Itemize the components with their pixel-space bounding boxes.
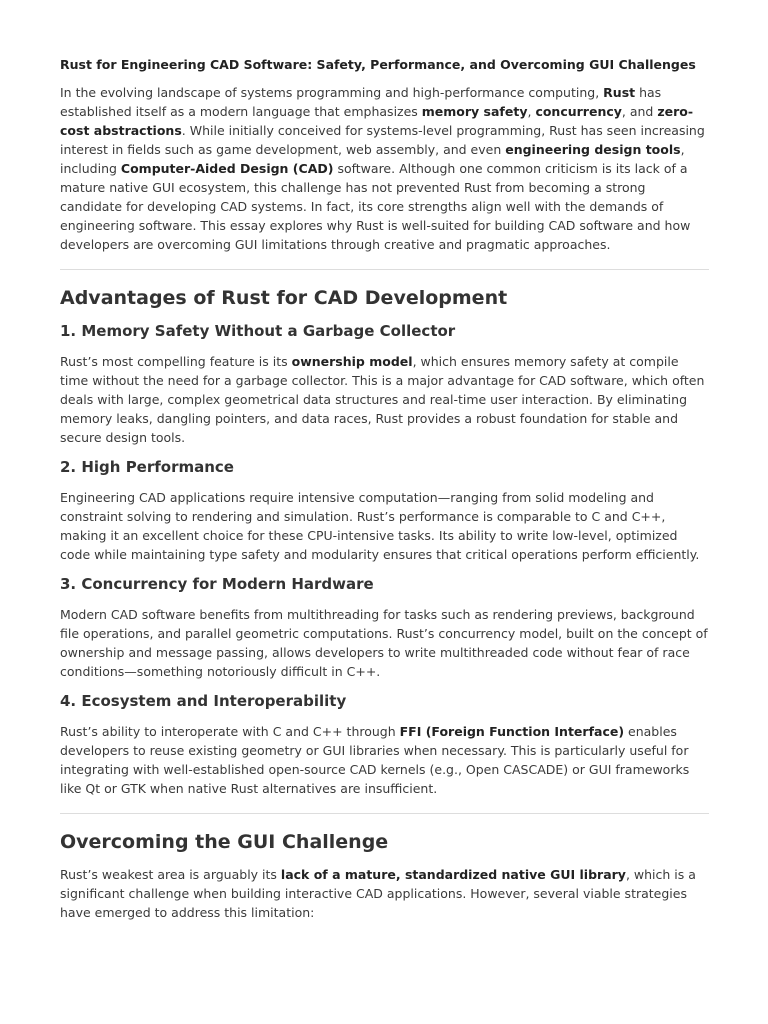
intro-text: software. Although one common criticism is its lack of a mature native GUI ecosystem, this challenge has not prevented Rust from becoming a strong candidate for developing CAD systems. In fact, its core strengths align well with the demands of engineering software. This essay explores why Rust is well-suited for building CAD software and how developers are overcoming GUI limitations through creative and pragmatic approaches. xyxy=(60,161,691,252)
paragraph-text: , which is a significant challenge when building interactive CAD applications. However, several viable strategies have emerged to address this limitation: xyxy=(60,867,696,920)
document-title: Rust for Engineering CAD Software: Safety, Performance, and Overcoming GUI Challenges xyxy=(60,57,696,72)
paragraph-text: Rust’s ability to interoperate with C and C++ through xyxy=(60,724,400,739)
intro-bold-memory-safety: memory safety xyxy=(421,104,528,119)
subsection-heading-memory-safety: 1. Memory Safety Without a Garbage Collector xyxy=(60,322,456,340)
intro-bold-concurrency: concurrency xyxy=(535,104,622,119)
intro-text: . While initially conceived for systems-level programming, Rust has seen increasing interest in fields such as game development, web assembly, and even xyxy=(60,123,705,157)
intro-bold-cad: Computer-Aided Design (CAD) xyxy=(120,161,334,176)
paragraph-memory-safety xyxy=(60,352,709,447)
paragraph-performance: Engineering CAD applications require intensive computation—ranging from solid modeling and constraint solving to rendering and simulation. Rust’s performance is comparable to C and C++, making it an excellent choice for these CPU-intensive tasks. Its ability to write low-level, optimized code while maintaining type safety and modularity ensures that critical operations perform efficiently. xyxy=(60,490,700,562)
bold-gui-library: lack of a mature, standardized native GUI library xyxy=(280,867,626,882)
paragraph-text: enables developers to reuse existing geometry or GUI libraries when necessary. This is particularly useful for integrating with well-established open-source CAD kernels (e.g., Open CASCADE) or GUI frameworks like Qt or GTK when native Rust alternatives are insufficient. xyxy=(60,724,690,796)
paragraph-text: Rust’s most compelling feature is its xyxy=(60,354,292,369)
intro-bold-engineering-tools: engineering design tools xyxy=(505,142,681,157)
paragraph-ecosystem xyxy=(60,722,709,798)
subsection-heading-ecosystem: 4. Ecosystem and Interoperability xyxy=(60,692,347,710)
intro-text: , and xyxy=(621,104,658,119)
section-heading-advantages: Advantages of Rust for CAD Development xyxy=(60,287,508,309)
paragraph-text: Rust’s weakest area is arguably its xyxy=(60,867,281,882)
paragraph-text: , which ensures memory safety at compile time without the need for a garbage collector. This is a major advantage for CAD software, which often deals with large, complex geometrical data structures and real-time user interaction. By eliminating memory leaks, dangling pointers, and data races, Rust provides a robust foundation for stable and secure design tools. xyxy=(60,354,705,445)
intro-text: , xyxy=(527,104,536,119)
subsection-heading-concurrency: 3. Concurrency for Modern Hardware xyxy=(60,575,374,593)
bold-ffi: FFI (Foreign Function Interface) xyxy=(399,724,625,739)
section-divider xyxy=(60,813,709,814)
intro-text: In the evolving landscape of systems programming and high-performance computing, xyxy=(60,85,604,100)
section-heading-gui-challenge: Overcoming the GUI Challenge xyxy=(60,831,389,853)
section-divider xyxy=(60,269,709,270)
intro-text: has established itself as a modern language that emphasizes xyxy=(60,85,662,119)
intro-bold-zero-cost: zero-cost abstractions xyxy=(60,104,694,138)
intro-paragraph xyxy=(60,83,709,254)
intro-text: , including xyxy=(60,142,685,176)
intro-bold-rust: Rust xyxy=(603,85,636,100)
paragraph-concurrency: Modern CAD software benefits from multithreading for tasks such as rendering previews, background file operations, and parallel geometric computations. Rust’s concurrency model, built on the concept of ownership and message passing, allows developers to write multithreaded code without fear of race conditions—something notoriously difficult in C++. xyxy=(60,607,708,679)
paragraph-gui-challenge xyxy=(60,865,709,922)
bold-ownership-model: ownership model xyxy=(291,354,413,369)
subsection-heading-performance: 2. High Performance xyxy=(60,458,234,476)
